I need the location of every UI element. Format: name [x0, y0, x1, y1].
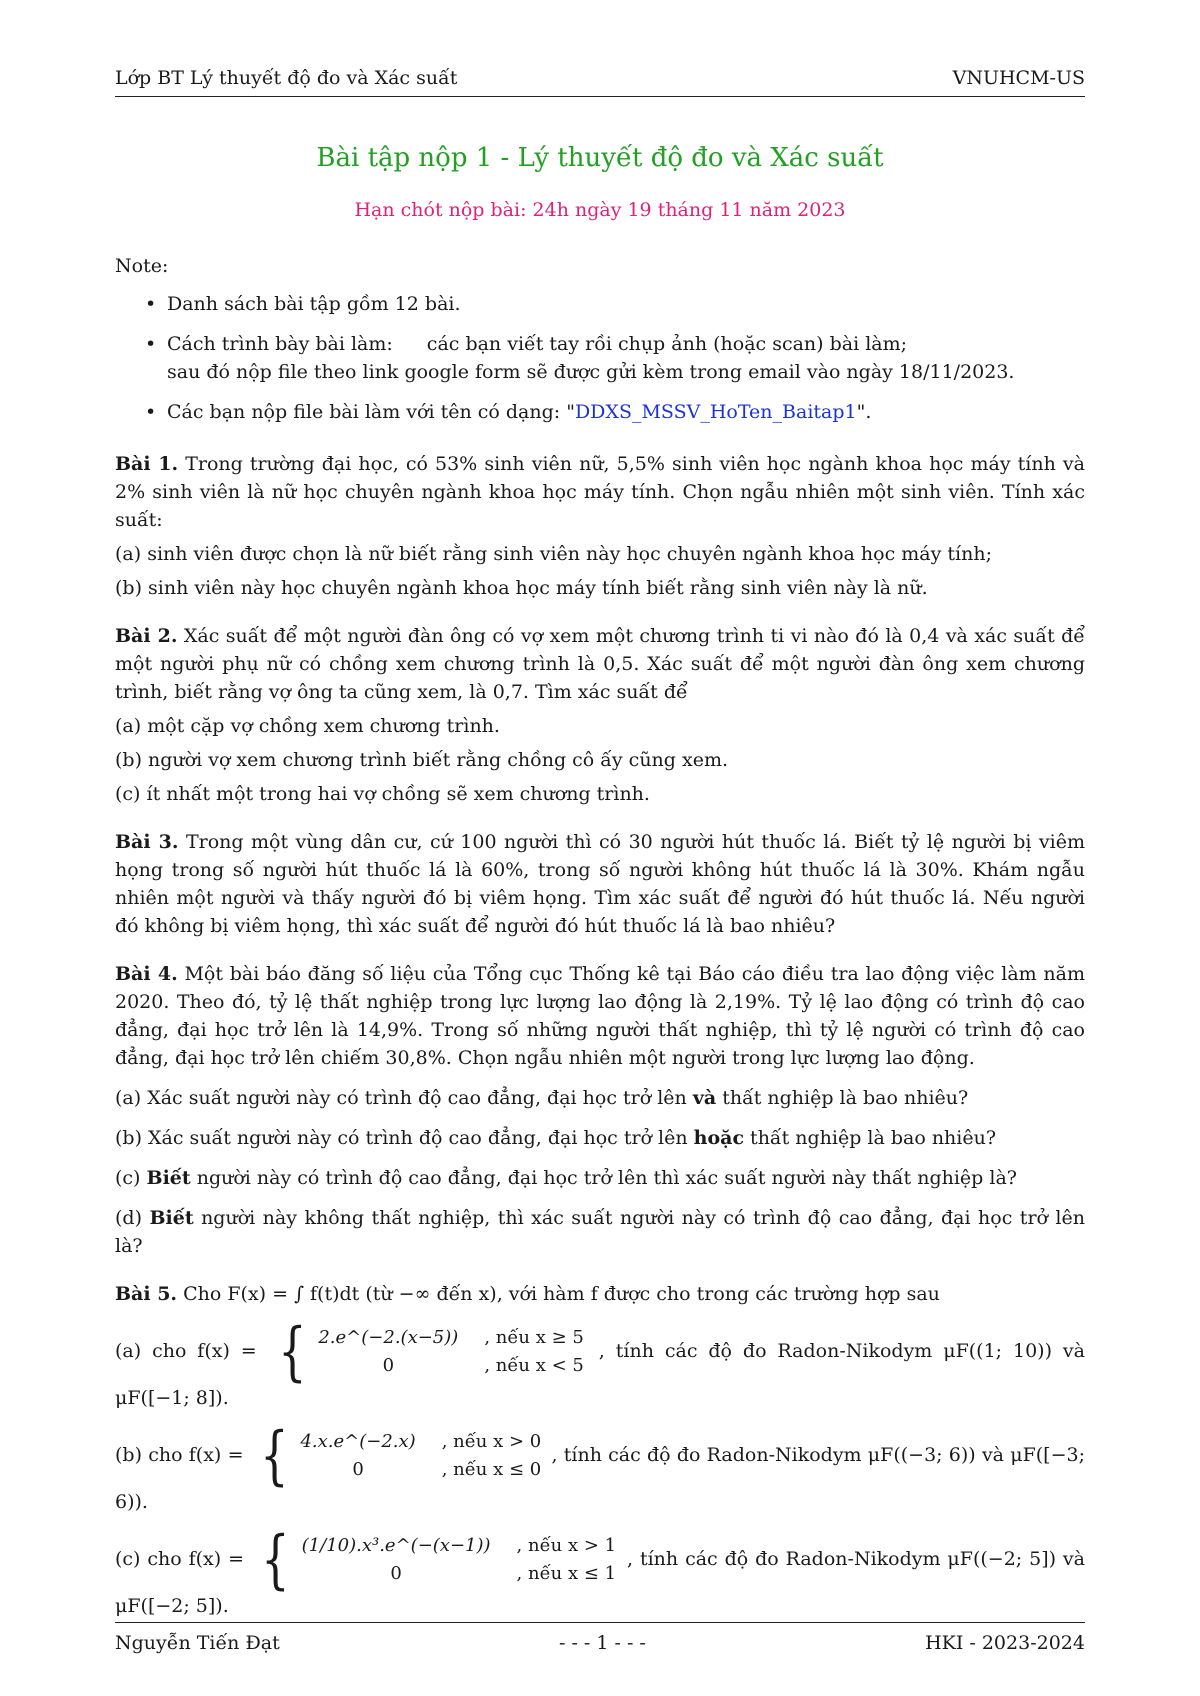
- problem-text: Một bài báo đăng số liệu của Tổng cục Thống kê tại Báo cáo điều tra lao động việc làm năm 2020. Theo đó, tỷ lệ thất nghiệp trong lực lượng lao động là 2,19%. Tỷ lệ lao động có trình độ cao đẳng, đại học trở lên là 14,9%. Trong số những người thất nghiệp, thì tỷ lệ người có trình độ cao đẳng, đại học trở lên chiếm 30,8%. Chọn ngẫu nhiên một người trong lực lượng lao động.: [115, 963, 1085, 1069]
- deadline-subtitle: Hạn chót nộp bài: 24h ngày 19 tháng 11 năm 2023: [354, 199, 846, 221]
- header-university: VNUHCM-US: [952, 67, 1085, 89]
- problem-part: (b) sinh viên này học chuyên ngành khoa học máy tính biết rằng sinh viên này là nữ.: [115, 577, 928, 599]
- problem-part: (b) cho f(x) = { 4.x.e^(−2.x) , nếu x > 0 0 , nếu x ≤ 0 , tính các độ đo Radon-Nikodym μF((−3; 6)) và μF([−3; 6)).: [115, 1419, 1085, 1513]
- problem-part: (b) người vợ xem chương trình biết rằng chồng cô ấy cũng xem.: [115, 749, 729, 771]
- header-course: Lớp BT Lý thuyết độ đo và Xác suất: [115, 67, 458, 89]
- problem-part: (c) ít nhất một trong hai vợ chồng sẽ xem chương trình.: [115, 783, 650, 805]
- problem-5: [115, 1280, 1085, 1620]
- piecewise-function: { 4.x.e^(−2.x) , nếu x > 0 0 , nếu x ≤ 0: [259, 1419, 542, 1493]
- problem-2: [115, 622, 1085, 808]
- problem-part: (c) cho f(x) = { (1/10).x³.e^(−(x−1)) , nếu x > 1 0 , nếu x ≤ 1 , tính các độ đo Radon-Nikodym μF((−2; 5]) và μF([−2; 5]).: [115, 1523, 1085, 1617]
- page-footer: [115, 1622, 1085, 1663]
- problem-text: Xác suất để một người đàn ông có vợ xem một chương trình ti vi nào đó là 0,4 và xác suất để một người phụ nữ có chồng xem chương trình là 0,5. Xác suất để một người đàn ông xem chương trình, biết rằng vợ ông ta cũng xem, là 0,7. Tìm xác suất để: [115, 625, 1085, 703]
- footer-author: Nguyễn Tiến Đạt: [115, 1632, 280, 1654]
- piecewise-function: { 2.e^(−2.(x−5)) , nếu x ≥ 5 0 , nếu x < 5: [277, 1315, 584, 1389]
- problem-part: (a) một cặp vợ chồng xem chương trình.: [115, 715, 500, 737]
- brace-symbol: {: [259, 1419, 289, 1493]
- problem-part: (d) Biết người này không thất nghiệp, thì xác suất người này có trình độ cao đẳng, đại học trở lên là?: [115, 1207, 1085, 1257]
- problem-3: [115, 828, 1085, 940]
- note-list: [115, 290, 1085, 426]
- note-item: • Danh sách bài tập gồm 12 bài.: [145, 290, 1085, 318]
- problem-4: [115, 960, 1085, 1260]
- note-label: Note:: [115, 255, 169, 277]
- problem-part: (a) sinh viên được chọn là nữ biết rằng sinh viên này học chuyên ngành khoa học máy tính;: [115, 543, 992, 565]
- problem-1: [115, 450, 1085, 602]
- problem-part: (b) Xác suất người này có trình độ cao đẳng, đại học trở lên hoặc thất nghiệp là bao nhiêu?: [115, 1127, 997, 1149]
- brace-symbol: {: [261, 1523, 290, 1597]
- problem-title: Bài 3.: [115, 831, 179, 853]
- problem-text: Trong một vùng dân cư, cứ 100 người thì có 30 người hút thuốc lá. Biết tỷ lệ người bị viêm họng trong số người hút thuốc lá là 60%, trong số người không hút thuốc lá là 30%. Khám ngẫu nhiên một người và thấy người đó bị viêm họng. Tìm xác suất để người đó hút thuốc lá. Nếu người đó không bị viêm họng, thì xác suất để người đó hút thuốc lá là bao nhiêu?: [115, 831, 1085, 937]
- problem-part: (a) cho f(x) = { 2.e^(−2.(x−5)) , nếu x ≥ 5 0 , nếu x < 5 , tính các độ đo Radon-Nikodym μF((1; 10)) và μF([−1; 8]).: [115, 1315, 1085, 1409]
- problem-text: Trong trường đại học, có 53% sinh viên nữ, 5,5% sinh viên học ngành khoa học máy tính và 2% sinh viên là nữ học chuyên ngành khoa học máy tính. Chọn ngẫu nhiên một sinh viên. Tính xác suất:: [115, 453, 1085, 531]
- problem-part: (a) Xác suất người này có trình độ cao đẳng, đại học trở lên và thất nghiệp là bao nhiêu?: [115, 1087, 969, 1109]
- note-item: • Cách trình bày bài làm: các bạn viết tay rồi chụp ảnh (hoặc scan) bài làm; sau đó nộp file theo link google form sẽ được gửi kèm trong email vào ngày 18/11/2023.: [145, 330, 1085, 386]
- problem-title: Bài 1.: [115, 453, 179, 475]
- problem-title: Bài 5.: [115, 1283, 178, 1305]
- page-number: - - - 1 - - -: [558, 1632, 646, 1654]
- page-title: Bài tập nộp 1 - Lý thuyết độ đo và Xác suất: [316, 143, 884, 173]
- problem-title: Bài 2.: [115, 625, 178, 647]
- piecewise-function: { (1/10).x³.e^(−(x−1)) , nếu x > 1 0 , nếu x ≤ 1: [261, 1523, 617, 1597]
- note-item: • Các bạn nộp file bài làm với tên có dạng: "DDXS_MSSV_HoTen_Baitap1".: [145, 398, 1085, 426]
- brace-symbol: {: [277, 1315, 307, 1389]
- problem-title: Bài 4.: [115, 963, 178, 985]
- page-header: [115, 60, 1085, 97]
- problem-part: (c) Biết người này có trình độ cao đẳng, đại học trở lên thì xác suất người này thất nghiệp là?: [115, 1167, 1017, 1189]
- filename-format: DDXS_MSSV_HoTen_Baitap1: [574, 401, 857, 423]
- footer-semester: HKI - 2023-2024: [925, 1632, 1085, 1654]
- problem-text: Cho F(x) = ∫ f(t)dt (từ −∞ đến x), với hàm f được cho trong các trường hợp sau: [183, 1283, 940, 1305]
- document-body: [115, 252, 1085, 1640]
